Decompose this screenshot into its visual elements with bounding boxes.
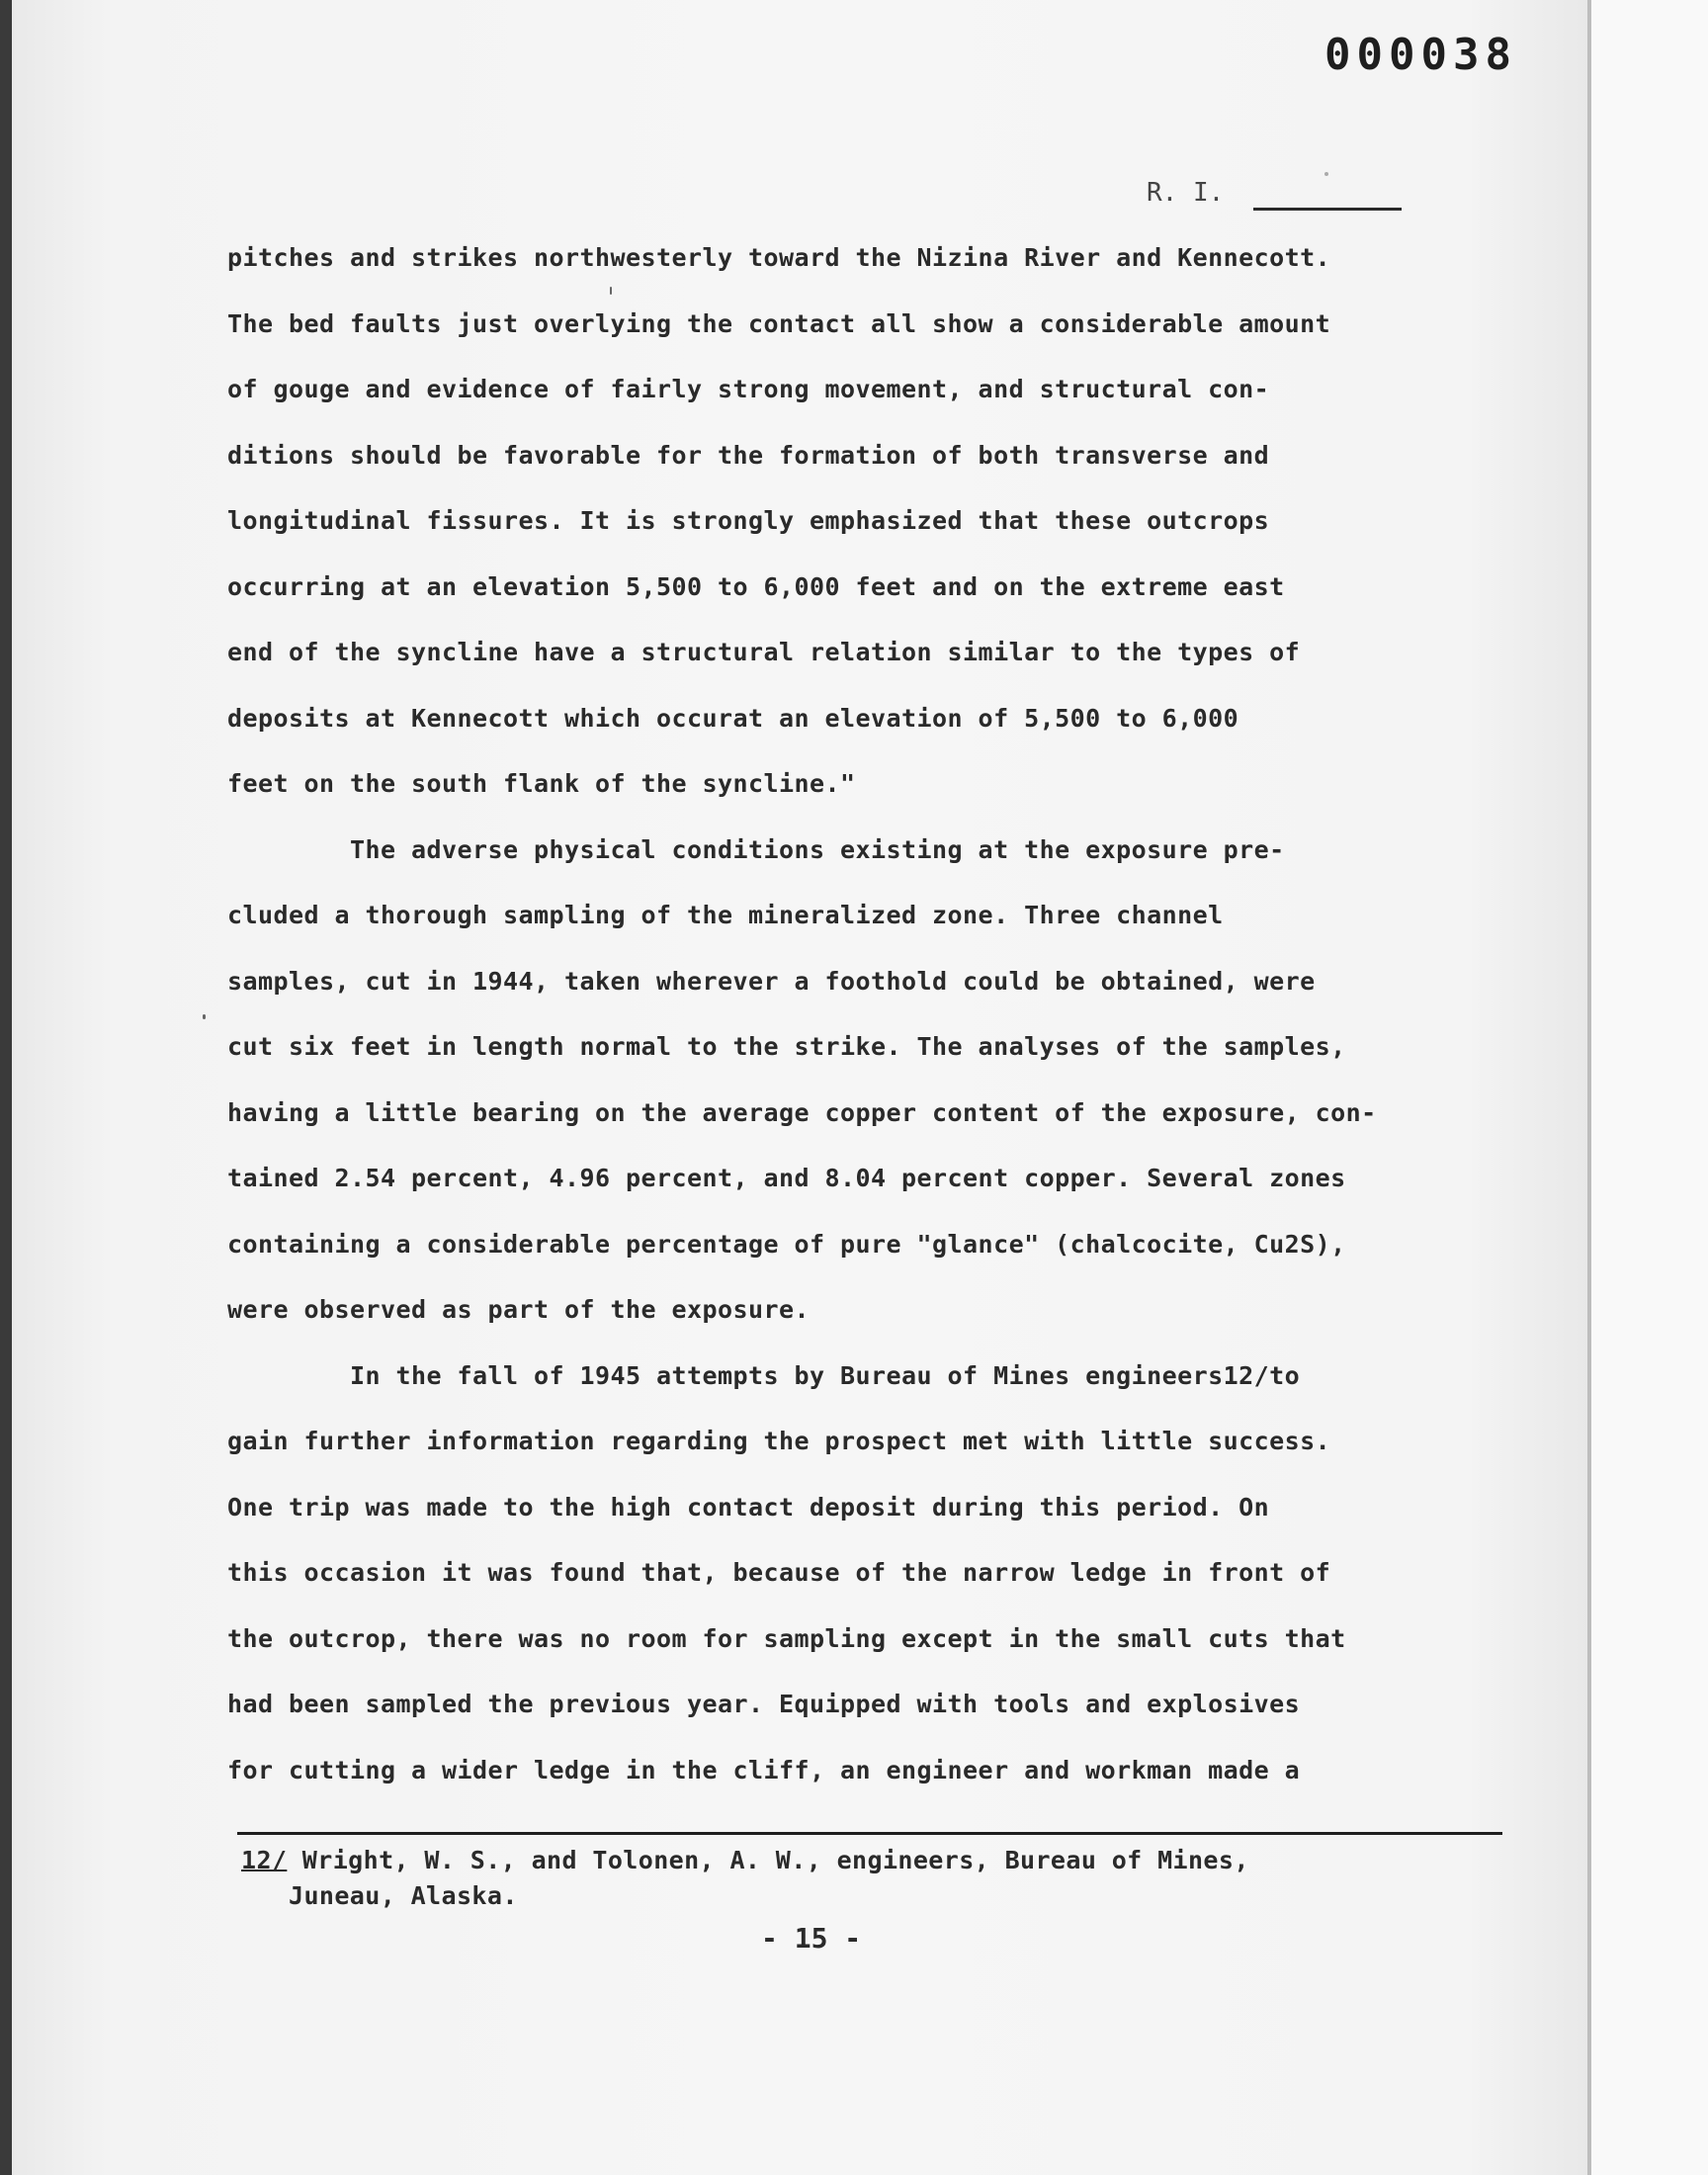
footnote [241,1843,1496,1914]
text-line: The adverse physical conditions existing at the exposure pre- [227,834,1285,864]
text-line: had been sampled the previous year. Equipped with tools and explosives [227,1690,1301,1718]
text-line: end of the syncline have a structural relation similar to the types of [227,638,1301,666]
footnote-reference: 12/ [241,1846,288,1874]
text-line: The bed faults just overlying the contact all show a considerable amount [227,308,1331,338]
text-line: feet on the south flank of the syncline." [227,769,856,798]
text-line: cut six feet in length normal to the strike. The analyses of the samples, [227,1032,1346,1061]
document-number: 000038 [1324,30,1517,80]
footnote-text: Wright, W. S., and Tolonen, A. W., engineers, Bureau of Mines, [287,1846,1249,1874]
text-line: the outcrop, there was no room for sampling except in the small cuts that [227,1623,1346,1653]
text-line: were observed as part of the exposure. [227,1295,811,1324]
text-line: deposits at Kennecott which occurat an elevation of 5,500 to 6,000 [227,703,1239,733]
scan-speck [203,1014,206,1019]
scan-margin [1591,0,1708,2175]
scan-speck [1324,172,1328,176]
text-line: having a little bearing on the average copper content of the exposure, con- [227,1097,1377,1127]
text-line: of gouge and evidence of fairly strong movement, and structural con- [227,375,1270,403]
footnote-line-1 [241,1843,1496,1878]
text-line: longitudinal fissures. It is strongly emphasized that these outcrops [227,506,1270,535]
page-number: - 15 - [761,1922,862,1955]
report-number-blank [1253,208,1402,211]
text-line: pitches and strikes northwesterly toward the Nizina River and Kennecott. [227,243,1331,272]
body-text [227,233,1493,1811]
footnote-divider [237,1832,1502,1835]
text-line: occurring at an elevation 5,500 to 6,000 feet and on the extreme east [227,571,1285,601]
text-line: this occasion it was found that, because of the narrow ledge in front of [227,1558,1331,1587]
text-line: ditions should be favorable for the formation of both transverse and [227,440,1270,470]
report-label: R. I. [1147,178,1225,208]
text-line: containing a considerable percentage of pure "glance" (chalcocite, Cu2S), [227,1229,1346,1259]
text-line: One trip was made to the high contact deposit during this period. On [227,1492,1270,1522]
scan-speck [610,287,612,295]
text-line: tained 2.54 percent, 4.96 percent, and 8.04 percent copper. Several zones [227,1164,1346,1192]
text-line: for cutting a wider ledge in the cliff, an engineer and workman made a [227,1755,1301,1784]
text-line: In the fall of 1945 attempts by Bureau of Mines engineers12/to [227,1360,1301,1390]
text-line: cluded a thorough sampling of the mineralized zone. Three channel [227,901,1224,929]
text-line: samples, cut in 1944, taken wherever a foothold could be obtained, were [227,966,1316,996]
text-line: gain further information regarding the prospect met with little success. [227,1427,1331,1455]
footnote-line-2: Juneau, Alaska. [289,1881,518,1910]
